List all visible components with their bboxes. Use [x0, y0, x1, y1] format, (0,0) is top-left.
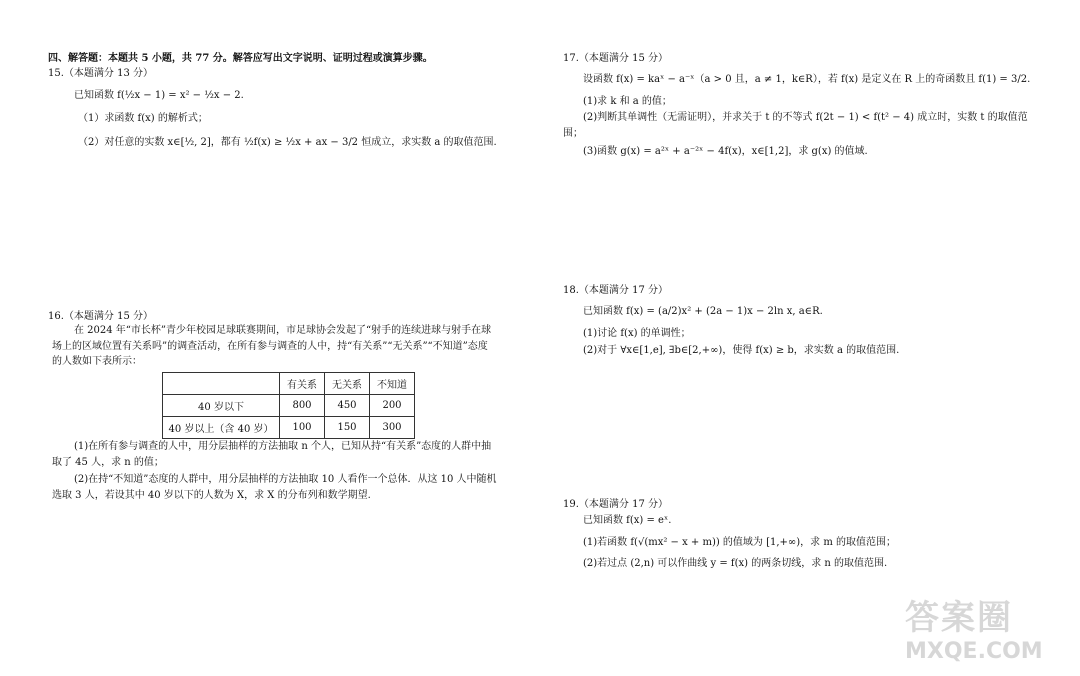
q16-part2-line1: (2)在持“不知道”态度的人群中，用分层抽样的方法抽取 10 人看作一个总体．从这 10 人中随机 — [74, 474, 497, 485]
q17-part2-line2: 围； — [563, 128, 583, 139]
table-cell: 200 — [370, 395, 415, 417]
q18-part1: (1)讨论 f(x) 的单调性； — [583, 328, 691, 339]
table-cell: 40 岁以下 — [163, 395, 280, 417]
q18-stem: 已知函数 f(x) = (a/2)x² + (2a − 1)x − 2ln x, a∈R. — [583, 306, 823, 317]
q17-part1: (1)求 k 和 a 的值； — [583, 96, 672, 107]
q19-part1: (1)若函数 f(√(mx² − x + m)) 的值域为 [1,+∞)，求 m 的取值范围； — [583, 537, 896, 548]
table-header-row — [163, 373, 415, 395]
table-cell: 800 — [280, 395, 325, 417]
q15-part1: （1）求函数 f(x) 的解析式； — [78, 113, 208, 124]
watermark-text-en: MXQE.COM — [905, 639, 1043, 664]
q16-part1-line2: 取了 45 人，求 n 的值； — [52, 457, 164, 468]
table-row — [163, 417, 415, 439]
q15-part2: （2）对任意的实数 x∈[½, 2]，都有 ½f(x) ≥ ½x + ax − 3/2 恒成立，求实数 a 的取值范围. — [78, 137, 497, 148]
q19-part2: (2)若过点 (2,n) 可以作曲线 y = f(x) 的两条切线，求 n 的取值范围. — [583, 558, 888, 569]
table-cell — [163, 373, 280, 395]
watermark-logo — [905, 590, 1075, 670]
q15-stem: 已知函数 f(½x − 1) = x² − ½x − 2. — [74, 90, 244, 101]
q19-stem: 已知函数 f(x) = eˣ. — [583, 515, 672, 526]
q17-header: 17.（本题满分 15 分） — [563, 53, 668, 64]
watermark-text-cn: 答案圈 — [905, 598, 1013, 638]
section-title: 四、解答题：本题共 5 小题，共 77 分。解答应写出文字说明、证明过程或演算步骤。 — [48, 53, 433, 64]
q16-intro-line3: 的人数如下表所示： — [52, 356, 142, 367]
q19-header: 19.（本题满分 17 分） — [563, 499, 668, 510]
q16-intro-line2: 场上的区域位置有关系吗”的调查活动，在所有参与调查的人中，持“有关系”“无关系”“不知道”态度 — [52, 341, 488, 352]
q17-stem: 设函数 f(x) = kaˣ − a⁻ˣ（a > 0 且，a ≠ 1，k∈R），若 f(x) 是定义在 R 上的奇函数且 f(1) = 3/2. — [583, 74, 1031, 85]
q17-part3: (3)函数 g(x) = a²ˣ + a⁻²ˣ − 4f(x)，x∈[1,2]，求 g(x) 的值域. — [583, 146, 868, 157]
q16-table — [162, 372, 415, 439]
table-row — [163, 395, 415, 417]
q18-part2: (2)对于 ∀x∈[1,e], ∃b∈[2,+∞)，使得 f(x) ≥ b，求实数 a 的取值范围. — [583, 345, 900, 356]
table-cell: 100 — [280, 417, 325, 439]
table-cell: 150 — [325, 417, 370, 439]
q18-header: 18.（本题满分 17 分） — [563, 285, 668, 296]
table-header-cell: 有关系 — [280, 373, 325, 395]
table-cell: 300 — [370, 417, 415, 439]
q16-intro-line1: 在 2024 年“市长杯”青少年校园足球联赛期间，市足球协会发起了“射手的连续进球与射手在球 — [74, 325, 492, 336]
q15-header: 15.（本题满分 13 分） — [48, 68, 153, 79]
table-cell: 40 岁以上（含 40 岁） — [163, 417, 280, 439]
q16-header: 16.（本题满分 15 分） — [48, 311, 153, 322]
table-header-cell: 不知道 — [370, 373, 415, 395]
q16-part2-line2: 选取 3 人，若设其中 40 岁以下的人数为 X，求 X 的分布列和数学期望. — [52, 490, 371, 501]
table-header-cell: 无关系 — [325, 373, 370, 395]
q16-part1-line1: (1)在所有参与调查的人中，用分层抽样的方法抽取 n 个人，已知从持“有关系”态度的人群中抽 — [74, 441, 492, 452]
table-cell: 450 — [325, 395, 370, 417]
q17-part2-line1: (2)判断其单调性（无需证明），并求关于 t 的不等式 f(2t − 1) < f(t² − 4) 成立时，实数 t 的取值范 — [583, 112, 1028, 123]
